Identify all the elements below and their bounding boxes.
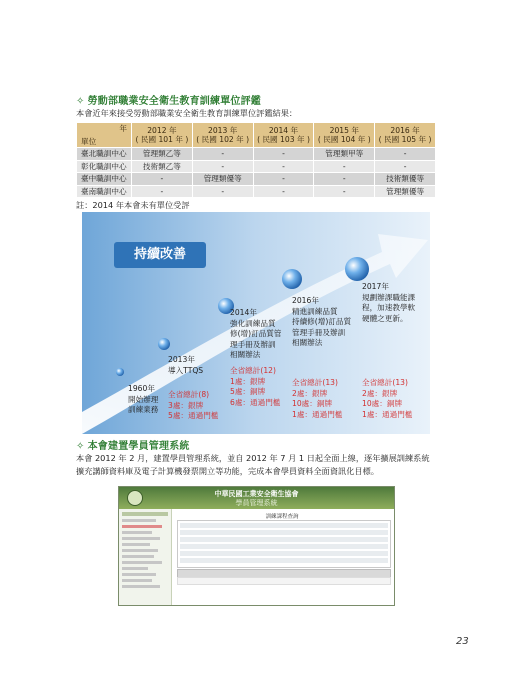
year-header: 2015 年 ( 民國 104 年 ) <box>314 123 375 148</box>
table-row: 臺中職訓中心 - 管理類優等 - - 技術類優等 <box>77 173 436 186</box>
evaluation-table <box>76 122 436 198</box>
section-title-student-system: ✧ 本會建置學員管理系統 <box>76 441 190 452</box>
student-system-screenshot <box>118 486 395 606</box>
timeline-dot <box>116 368 124 376</box>
screenshot-results-row <box>177 577 391 585</box>
table-row: 臺北職訓中心 管理類乙等 - - 管理類甲等 - <box>77 148 436 161</box>
screenshot-sidebar <box>119 509 172 605</box>
stage-1960: 1960年 開始辦理 訓練業務 <box>128 384 159 414</box>
table-row: 臺南職訓中心 - - - - 管理類優等 <box>77 185 436 198</box>
stage-2017-stats: 全省總計(13) 2處：銀牌 10處：銅牌 1處：通過門檻 <box>362 378 413 419</box>
section-title-evaluation: ✧ 勞動部職業安全衛生教育訓練單位評鑑 <box>76 96 261 107</box>
stage-2013: 2013年 導入TTQS <box>168 355 204 375</box>
timeline-dot <box>282 269 302 289</box>
page-number: 23 <box>456 636 469 647</box>
stage-2016-stats: 全省總計(13) 2處：銀牌 10處：銅牌 1處：通過門檻 <box>292 378 343 419</box>
year-header: 2013 年 ( 民國 102 年 ) <box>192 123 253 148</box>
year-header: 2014 年 ( 民國 103 年 ) <box>253 123 314 148</box>
evaluation-intro: 本會近年來接受勞動部職業安全衛生教育訓練單位評鑑結果： <box>76 108 298 118</box>
year-header: 2016 年 ( 民國 105 年 ) <box>375 123 436 148</box>
stage-2013-stats: 全省總計(8) 3處：銀牌 5處：通過門檻 <box>168 390 219 420</box>
timeline-dot <box>158 338 170 350</box>
evaluation-note: 註：2014 年本會未有單位受評 <box>76 200 190 210</box>
diamond-bullet-icon: ✧ <box>76 96 85 107</box>
screenshot-form <box>177 520 391 568</box>
stage-2014: 2014年 強化訓練品質 修(增)訂品質管 理手冊及辦訓 相關辦法 <box>230 308 282 359</box>
screenshot-form-title: 訓練課程查詢 <box>265 514 299 520</box>
year-header: 2012 年 ( 民國 101 年 ) <box>132 123 193 148</box>
table-row: 彰化職訓中心 技術類乙等 - - - - <box>77 160 436 173</box>
improvement-timeline-diagram <box>82 212 430 434</box>
screenshot-header: 中華民國工業安全衛生協會 學員管理系統 <box>119 487 394 509</box>
stage-2014-stats: 全省總計(12) 1處：銀牌 5處：銅牌 6處：通過門檻 <box>230 366 281 407</box>
stage-2017: 2017年 規劃辦課職能課 程，加速教學軟 硬體之更新。 <box>362 282 416 323</box>
table-corner-cell: 年 單位 <box>77 123 132 148</box>
student-system-paragraph: 本會 2012 年 2 月，建置學員管理系統，並自 2012 年 7 月 1 日起全面上線，逐年擴展訓練系統 擴充講師資料庫及電子計算機發票開立等功能，完成本會學員資料全面資訊化目標。 <box>76 453 430 476</box>
stage-2016: 2016年 精進訓練品質 持續修(增)訂品質 管理手冊及辦訓 相關辦法 <box>292 296 352 347</box>
timeline-dot <box>345 257 369 281</box>
diagram-title: 持續改善 <box>133 247 186 262</box>
diamond-bullet-icon: ✧ <box>76 441 85 452</box>
